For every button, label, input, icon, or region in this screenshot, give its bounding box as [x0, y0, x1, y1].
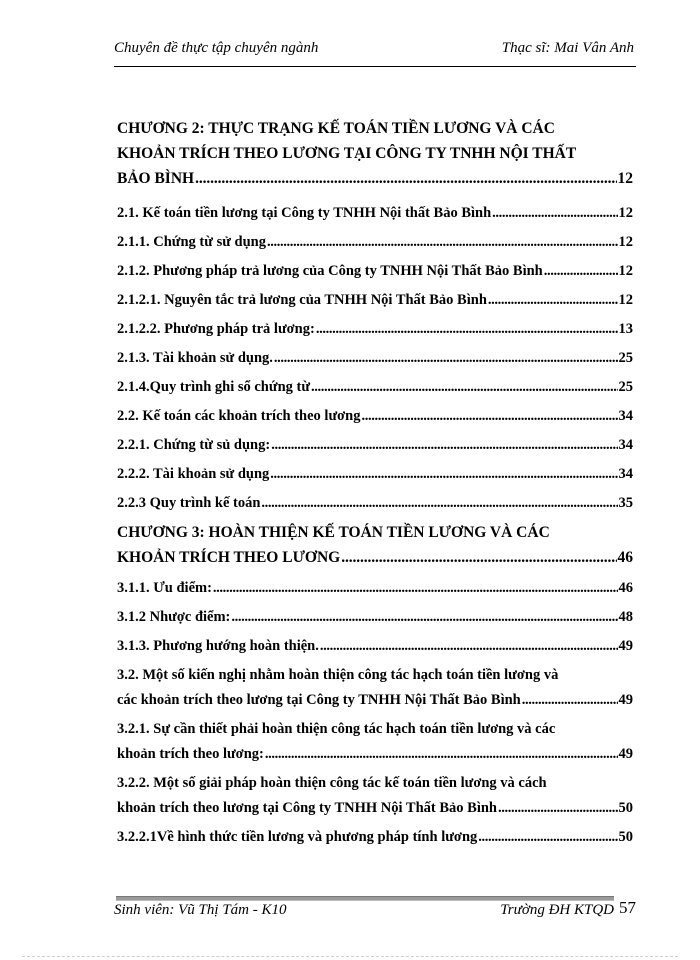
- toc-page-number: 50: [618, 800, 633, 816]
- chapter-2-last-text: BẢO BÌNH: [117, 170, 195, 187]
- dot-leader: [231, 605, 617, 630]
- chapter-3-line-1: CHƯƠNG 3: HOÀN THIỆN KẾ TOÁN TIỀN LƯƠNG VÀ CÁC: [117, 524, 550, 541]
- toc-entry-text: 3.1.2 Nhược điểm:: [117, 609, 231, 625]
- toc-entry-text: 2.1.2. Phương pháp trả lương của Công ty TNHH Nội Thất Bảo Bình: [117, 263, 543, 279]
- toc-entry-text: 3.1.3. Phương hướng hoàn thiện.: [117, 638, 319, 654]
- toc-page-number: 13: [618, 321, 633, 337]
- toc-entry-text: 2.1.2.2. Phương pháp trả lương:: [117, 321, 315, 337]
- toc-entry: [117, 433, 633, 458]
- dot-leader: [271, 433, 617, 458]
- toc-entry-text: 2.1.1. Chứng từ sử dụng: [117, 234, 266, 250]
- chapter-2-line-1: CHƯƠNG 2: THỰC TRẠNG KẾ TOÁN TIỀN LƯƠNG VÀ CÁC: [117, 120, 555, 137]
- toc-page-number: 46: [617, 549, 633, 566]
- toc-entry-line-1: 3.2. Một số kiến nghị nhằm hoàn thiện công tác hạch toán tiền lương và: [117, 667, 559, 683]
- toc-entry-text: các khoản trích theo lương tại Công ty TNHH Nội Thất Bảo Bình: [117, 692, 521, 708]
- toc-page-number: 25: [618, 350, 633, 366]
- toc-entry-text: 2.1.3. Tài khoản sử dụng.: [117, 350, 273, 366]
- dot-leader: [488, 288, 618, 313]
- dot-leader: [341, 545, 616, 570]
- toc-entry-line-2: [117, 742, 633, 767]
- toc-page-number: 12: [618, 292, 633, 308]
- dot-leader: [316, 317, 618, 342]
- toc-entry-line-1: 3.2.1. Sự cần thiết phải hoàn thiện công tác hạch toán tiền lương và các: [117, 721, 556, 737]
- toc-entry-text: 2.2.2. Tài khoản sử dụng: [117, 466, 270, 482]
- toc-entry-line-2: [117, 796, 633, 821]
- dot-leader: [478, 825, 617, 850]
- toc-entry-multiline: [117, 663, 633, 713]
- toc-page-number: 49: [618, 746, 633, 762]
- dot-leader: [195, 166, 616, 191]
- toc-entry-multiline: [117, 717, 633, 767]
- toc-entry: [117, 201, 633, 226]
- toc-entry: [117, 462, 633, 487]
- chapter-2-line-2: KHOẢN TRÍCH THEO LƯƠNG TẠI CÔNG TY TNHH NỘI THẤT: [117, 145, 577, 162]
- toc-page-number: 49: [618, 692, 633, 708]
- dot-leader: [270, 462, 617, 487]
- page-bottom-border: [22, 956, 678, 957]
- toc-entry: [117, 259, 633, 284]
- table-of-contents: [117, 116, 633, 854]
- toc-entry: [117, 576, 633, 601]
- toc-chapter-2: [117, 116, 633, 191]
- toc-entry-line-1: 3.2.2. Một số giải pháp hoàn thiện công tác kế toán tiền lương và cách: [117, 775, 547, 791]
- toc-page-number: 34: [618, 437, 633, 453]
- chapter-3-line-2: [117, 545, 633, 570]
- dot-leader: [261, 491, 617, 516]
- dot-leader: [267, 230, 618, 255]
- toc-entry: [117, 404, 633, 429]
- toc-entry-text: 2.2.3 Quy trình kế toán: [117, 495, 261, 511]
- chapter-3-last-text: KHOẢN TRÍCH THEO LƯƠNG: [117, 549, 341, 566]
- toc-entry: [117, 346, 633, 371]
- toc-entry-text: 3.1.1. Ưu điểm:: [117, 580, 212, 596]
- toc-page-number: 12: [617, 170, 633, 187]
- toc-entry-text: khoản trích theo lương:: [117, 746, 264, 762]
- toc-page-number: 49: [618, 638, 633, 654]
- dot-leader: [213, 576, 618, 601]
- footer-left-text: Sinh viên: Vũ Thị Tám - K10: [114, 902, 287, 918]
- toc-entry: [117, 491, 633, 516]
- dot-leader: [274, 346, 618, 371]
- toc-entry: [117, 317, 633, 342]
- dot-leader: [265, 742, 618, 767]
- toc-entry: [117, 288, 633, 313]
- toc-entry-line-2: [117, 688, 633, 713]
- header-left-text: Chuyên đề thực tập chuyên ngành: [114, 40, 319, 56]
- toc-page-number: 12: [618, 263, 633, 279]
- toc-page-number: 34: [618, 466, 633, 482]
- toc-entry: [117, 605, 633, 630]
- page-header: [114, 40, 634, 57]
- footer-right-text: Trường ĐH KTQD: [500, 902, 614, 918]
- dot-leader: [362, 404, 618, 429]
- footer-divider: [116, 896, 614, 900]
- toc-entry-text: 2.1.2.1. Nguyên tắc trả lương của TNHH Nội Thất Bảo Bình: [117, 292, 487, 308]
- toc-page-number: 48: [618, 609, 633, 625]
- header-divider: [114, 66, 636, 67]
- toc-page-number: 35: [618, 495, 633, 511]
- header-right-text: Thạc sĩ: Mai Vân Anh: [501, 40, 634, 56]
- toc-page-number: 12: [618, 205, 633, 221]
- toc-entry: [117, 230, 633, 255]
- dot-leader: [311, 375, 617, 400]
- toc-entry-text: 2.2.1. Chứng từ sủ dụng:: [117, 437, 271, 453]
- toc-page-number: 46: [618, 580, 633, 596]
- toc-entry: [117, 825, 633, 850]
- toc-entry-text: 2.1. Kế toán tiền lương tại Công ty TNHH Nội thất Bảo Bình: [117, 205, 492, 221]
- chapter-2-line-3: [117, 166, 633, 191]
- page-footer: [114, 902, 614, 919]
- toc-entry: [117, 634, 633, 659]
- toc-entry: [117, 375, 633, 400]
- toc-page-number: 34: [618, 408, 633, 424]
- dot-leader: [320, 634, 618, 659]
- page-number: 57: [619, 898, 636, 917]
- toc-page-number: 25: [618, 379, 633, 395]
- toc-page-number: 12: [618, 234, 633, 250]
- toc-entry-text: khoản trích theo lương tại Công ty TNHH Nội Thất Bảo Bình: [117, 800, 497, 816]
- toc-page-number: 50: [618, 829, 633, 845]
- dot-leader: [522, 688, 618, 713]
- dot-leader: [492, 201, 617, 226]
- toc-entry-text: 2.2. Kế toán các khoản trích theo lương: [117, 408, 361, 424]
- dot-leader: [544, 259, 618, 284]
- toc-chapter-3: [117, 520, 633, 570]
- toc-entry-multiline: [117, 771, 633, 821]
- toc-entry-text: 2.1.4.Quy trình ghi sổ chứng từ: [117, 379, 311, 395]
- toc-entry-text: 3.2.2.1Về hình thức tiền lương và phương pháp tính lương: [117, 829, 478, 845]
- dot-leader: [498, 796, 618, 821]
